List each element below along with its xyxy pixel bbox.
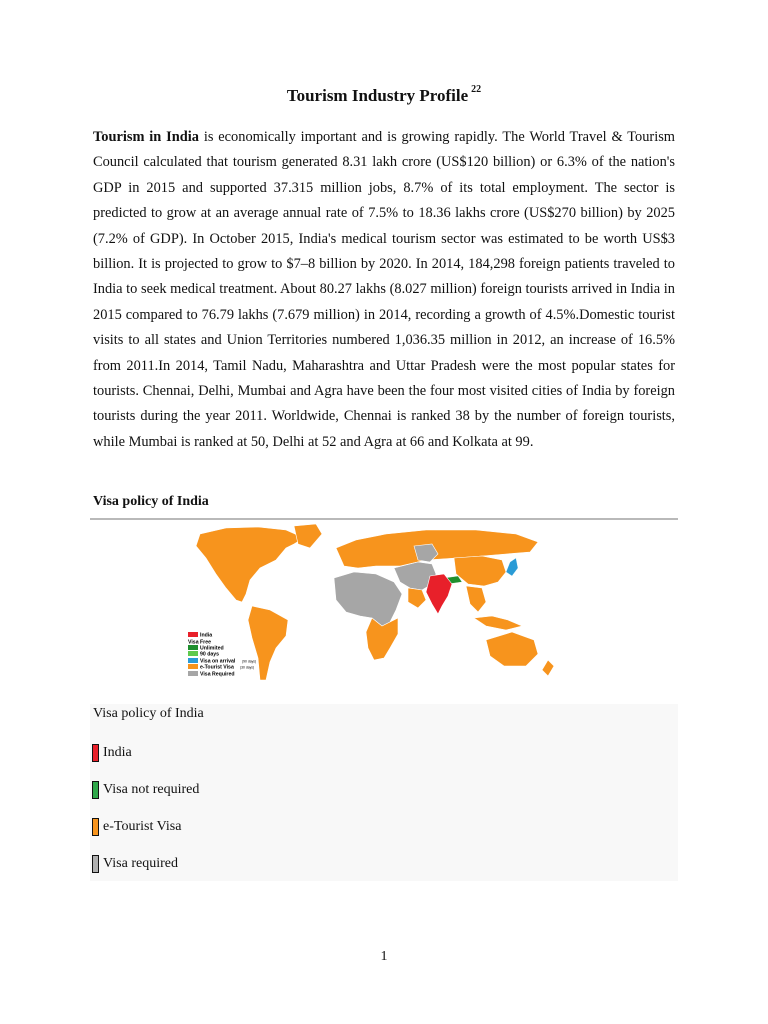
page-title-text: Tourism Industry Profile: [286, 86, 469, 105]
caption-label-e-tourist: e-Tourist Visa: [103, 819, 182, 834]
caption-swatch-visa-not-required: [92, 781, 99, 799]
paragraph-text-2: at 99.: [497, 433, 534, 450]
map-japan: [506, 558, 518, 576]
paragraph-lead: Tourism in India: [93, 129, 199, 145]
caption-swatch-visa-required: [92, 855, 99, 873]
map-legend-india: India: [200, 632, 213, 639]
caption-label-visa-required: Visa required: [103, 856, 178, 871]
body-paragraph: [93, 125, 675, 455]
map-legend-etourist-swatch: [188, 664, 198, 669]
map-europe-russia: [336, 530, 538, 568]
map-legend-90-days: 90 days: [200, 651, 220, 658]
map-legend-arrival-swatch: [188, 658, 198, 663]
caption-item-visa-required: [92, 854, 178, 874]
map-legend-e-tourist-note: (30 days): [240, 665, 255, 670]
section-heading: Visa policy of India: [93, 494, 209, 509]
map-indonesia: [474, 616, 522, 630]
map-legend-required: Visa Required: [200, 671, 235, 678]
map-legend-on-arrival-note: (90 days): [242, 659, 257, 664]
map-australia: [486, 632, 538, 666]
map-legend-india-swatch: [188, 632, 198, 637]
map-new-zealand: [542, 660, 554, 676]
caption-item-visa-not-required: [92, 780, 199, 800]
map-legend-unlimited: Unlimited: [200, 645, 224, 652]
map-north-america: [196, 527, 304, 602]
map-legend: [188, 632, 256, 678]
paragraph-text-1: is economically important and is growing rapidly. The World Travel & Tourism Council calculated that tourism generated 8.31 lakh crore (US$120 billion) or 6.3% of the nation's GDP in 2015 and supported 37.315 million jobs, 8.7% of its total employment. The sector is predicted to grow at an average annual rate of 7.5% to 18.36 lakhs crore (US$270 billion) by 2025 (7.2% of GDP). In October 2015, India's medical tourism sector was estimated to be worth US$3 billion. It is projected to grow to $7–8 billion by 2020. In 2014, 184,298 foreign patients traveled to India to seek medical treatment. About 80.27 lakhs (8.027 million) foreign tourists arrived in India in 2015 compared to 76.79 lakhs (7.679 million) in 2014, recording a growth of 4.5%.Domestic tourist visits to all states and Union Territories numbered 1,036.35 million in 2012, an increase of 16.5% from 2011.In 2014, Tamil Nadu, Maharashtra and Uttar Pradesh were the most popular states for tourists. Chennai, Delhi, Mumbai and Agra have been the four most visited cities of India by foreign tourists during the year 2011. Worldwide, Chennai is ranked 38 by the number of foreign tourists, while Mumbai is ranked at 50, Delhi at 52 and Agra at 66 and: [93, 129, 675, 450]
map-legend-on-arrival: Visa on arrival: [200, 658, 236, 665]
caption-item-india: [92, 743, 132, 763]
map-africa-grey: [334, 572, 402, 626]
map-greenland: [294, 524, 322, 548]
map-southeast-asia: [466, 586, 486, 612]
caption-swatch-e-tourist: [92, 818, 99, 836]
kolkata-text: Kolkata: [452, 433, 498, 450]
caption-item-e-tourist: [92, 817, 181, 837]
caption-label-visa-not-required: Visa not required: [103, 782, 200, 797]
caption-swatch-india: [92, 744, 99, 762]
map-legend-90-swatch: [188, 651, 198, 656]
section-divider: [90, 518, 678, 520]
map-legend-required-swatch: [188, 671, 198, 676]
title-footnote: 22: [471, 84, 482, 95]
page-title: [0, 86, 768, 106]
map-legend-e-tourist: e-Tourist Visa: [200, 664, 234, 671]
map-legend-visa-free: Visa Free: [188, 639, 211, 646]
caption-label-india: India: [103, 745, 132, 760]
map-legend-unlimited-swatch: [188, 645, 198, 650]
map-india: [426, 574, 452, 614]
map-arabia: [408, 588, 426, 608]
visa-policy-world-map: [186, 522, 581, 687]
caption-title: Visa policy of India: [93, 706, 204, 721]
page-number: 1: [380, 949, 388, 964]
